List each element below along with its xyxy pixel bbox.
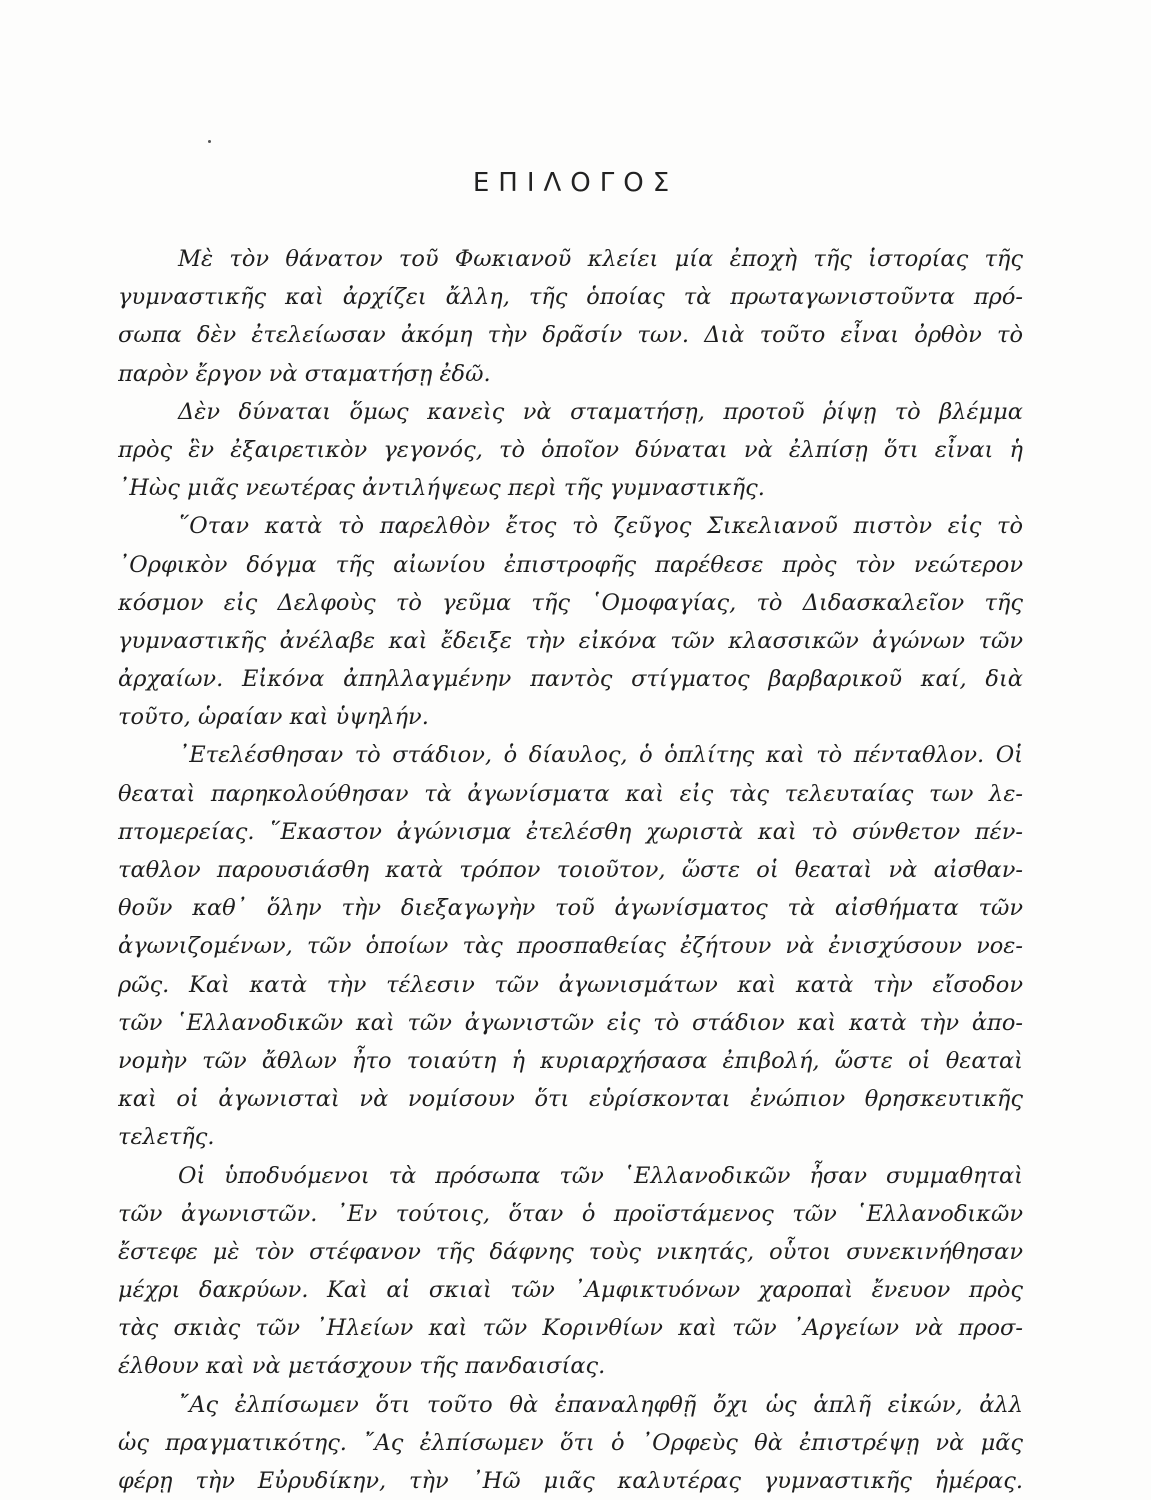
text-line: θοῦν καθ᾿ ὅλην τὴν διεξαγωγὴν τοῦ ἀγωνίσματος τὰ αἰσθήματα τῶν bbox=[118, 895, 1023, 922]
paragraph bbox=[118, 736, 1023, 1156]
chapter-title: ΕΠΙΛΟΓΟΣ bbox=[472, 168, 679, 198]
text-line: θεαταὶ παρηκολούθησαν τὰ ἀγωνίσματα καὶ εἰς τὰς τελευταίας των λε- bbox=[118, 780, 1023, 807]
text-line: ᾿Ορφικὸν δόγμα τῆς αἰωνίου ἐπιστροφῆς παρέθεσε πρὸς τὸν νεώτερον bbox=[118, 551, 1023, 578]
text-line: ῎Ας ἐλπίσωμεν ὅτι τοῦτο θὰ ἐπαναληφθῇ ὄχι ὡς ἁπλῆ εἰκών, ἀλλ bbox=[178, 1391, 1023, 1418]
body-text bbox=[118, 240, 1023, 1500]
text-line: ἀγωνιζομένων, τῶν ὁποίων τὰς προσπαθείας ἐζήτουν νὰ ἐνισχύσουν νοε- bbox=[118, 933, 1023, 960]
text-line: φέρῃ τὴν Εὐρυδίκην, τὴν ᾿Ηῶ μιᾶς καλυτέρας γυμναστικῆς ἡμέρας. bbox=[118, 1468, 1023, 1494]
text-line: τελετῆς. bbox=[118, 1124, 215, 1151]
text-line: ἔστεφε μὲ τὸν στέφανον τῆς δάφνης τοὺς νικητάς, οὗτοι συνεκινήθησαν bbox=[118, 1238, 1023, 1265]
text-line: έλθουν καὶ νὰ μετάσχουν τῆς πανδαισίας. bbox=[118, 1353, 606, 1380]
text-line: Μὲ τὸν θάνατον τοῦ Φωκιανοῦ κλείει μία ἐποχὴ τῆς ἱστορίας τῆς bbox=[178, 246, 1023, 272]
ink-speck bbox=[208, 140, 211, 143]
text-line: γυμναστικῆς καὶ ἀρχίζει ἄλλη, τῆς ὁποίας τὰ πρωταγωνιστοῦντα πρό- bbox=[118, 284, 1023, 311]
text-line: ῞Οταν κατὰ τὸ παρελθὸν ἔτος τὸ ζεῦγος Σικελιανοῦ πιστὸν εἰς τὸ bbox=[178, 513, 1023, 540]
text-line: ὡς πραγματικότης. ῎Ας ἐλπίσωμεν ὅτι ὁ ᾿Ορφεὺς θὰ ἐπιστρέψῃ νὰ μᾶς bbox=[118, 1429, 1023, 1456]
text-line: σωπα δὲν ἐτελείωσαν ἀκόμη τὴν δρᾶσίν των. Διὰ τοῦτο εἶναι ὀρθὸν τὸ bbox=[118, 322, 1023, 349]
paragraph bbox=[118, 240, 1023, 393]
text-line: Δὲν δύναται ὅμως κανεὶς νὰ σταματήσῃ, προτοῦ ῥίψῃ τὸ βλέμμα bbox=[178, 398, 1023, 425]
text-line: κόσμον εἰς Δελφοὺς τὸ γεῦμα τῆς ῾Ομοφαγίας, τὸ Διδασκαλεῖον τῆς bbox=[118, 589, 1023, 616]
text-line: πτομερείας. ῞Εκαστον ἀγώνισμα ἐτελέσθη χωριστὰ καὶ τὸ σύνθετον πέν- bbox=[118, 818, 1023, 845]
text-line: καὶ οἱ ἀγωνισταὶ νὰ νομίσουν ὅτι εὑρίσκονται ἐνώπιον θρησκευτικῆς bbox=[118, 1086, 1023, 1113]
text-line: ᾿Ηὼς μιᾶς νεωτέρας ἀντιλήψεως περὶ τῆς γυμναστικῆς. bbox=[118, 475, 765, 502]
paragraph bbox=[118, 1386, 1023, 1500]
paragraph bbox=[118, 507, 1023, 736]
text-line: πρὸς ἓν ἐξαιρετικὸν γεγονός, τὸ ὁποῖον δύναται νὰ ἐλπίσῃ ὅτι εἶναι ἡ bbox=[118, 436, 1023, 463]
text-line: τῶν ἀγωνιστῶν. ᾿Εν τούτοις, ὅταν ὁ προϊστάμενος τῶν ῾Ελλανοδικῶν bbox=[118, 1200, 1023, 1227]
text-line: ρῶς. Καὶ κατὰ τὴν τέλεσιν τῶν ἀγωνισμάτων καὶ κατὰ τὴν εἴσοδον bbox=[118, 971, 1023, 998]
text-line: τῶν ῾Ελλανοδικῶν καὶ τῶν ἀγωνιστῶν εἰς τὸ στάδιον καὶ κατὰ τὴν ἀπο- bbox=[118, 1009, 1023, 1036]
paragraph bbox=[118, 393, 1023, 508]
text-line: τοῦτο, ὡραίαν καὶ ὑψηλήν. bbox=[118, 704, 429, 731]
text-line: γυμναστικῆς ἀνέλαβε καὶ ἔδειξε τὴν εἰκόνα τῶν κλασσικῶν ἀγώνων τῶν bbox=[118, 627, 1023, 654]
text-line: ταθλον παρουσιάσθη κατὰ τρόπον τοιοῦτον, ὥστε οἱ θεαταὶ νὰ αἰσθαν- bbox=[118, 857, 1023, 883]
text-line: μέχρι δακρύων. Καὶ αἱ σκιαὶ τῶν ᾿Αμφικτυόνων χαροπαὶ ἔνευον πρὸς bbox=[118, 1277, 1023, 1304]
text-line: νομὴν τῶν ἄθλων ἦτο τοιαύτη ἡ κυριαρχήσασα ἐπιβολή, ὥστε οἱ θεαταὶ bbox=[118, 1047, 1023, 1074]
text-line: ἀρχαίων. Εἰκόνα ἀπηλλαγμένην παντὸς στίγματος βαρβαρικοῦ καί, διὰ bbox=[118, 666, 1023, 693]
text-line: παρὸν ἔργον νὰ σταματήσῃ ἐδῶ. bbox=[118, 360, 491, 387]
text-line: ᾿Ετελέσθησαν τὸ στάδιον, ὁ δίαυλος, ὁ ὁπλίτης καὶ τὸ πένταθλον. Οἱ bbox=[178, 742, 1023, 769]
text-line: Οἱ ὑποδυόμενοι τὰ πρόσωπα τῶν ῾Ελλανοδικῶν ἦσαν συμμαθηταὶ bbox=[178, 1162, 1023, 1189]
paragraph bbox=[118, 1157, 1023, 1386]
text-line: τὰς σκιὰς τῶν ᾿Ηλείων καὶ τῶν Κορινθίων καὶ τῶν ᾿Αργείων νὰ προσ- bbox=[118, 1315, 1023, 1342]
